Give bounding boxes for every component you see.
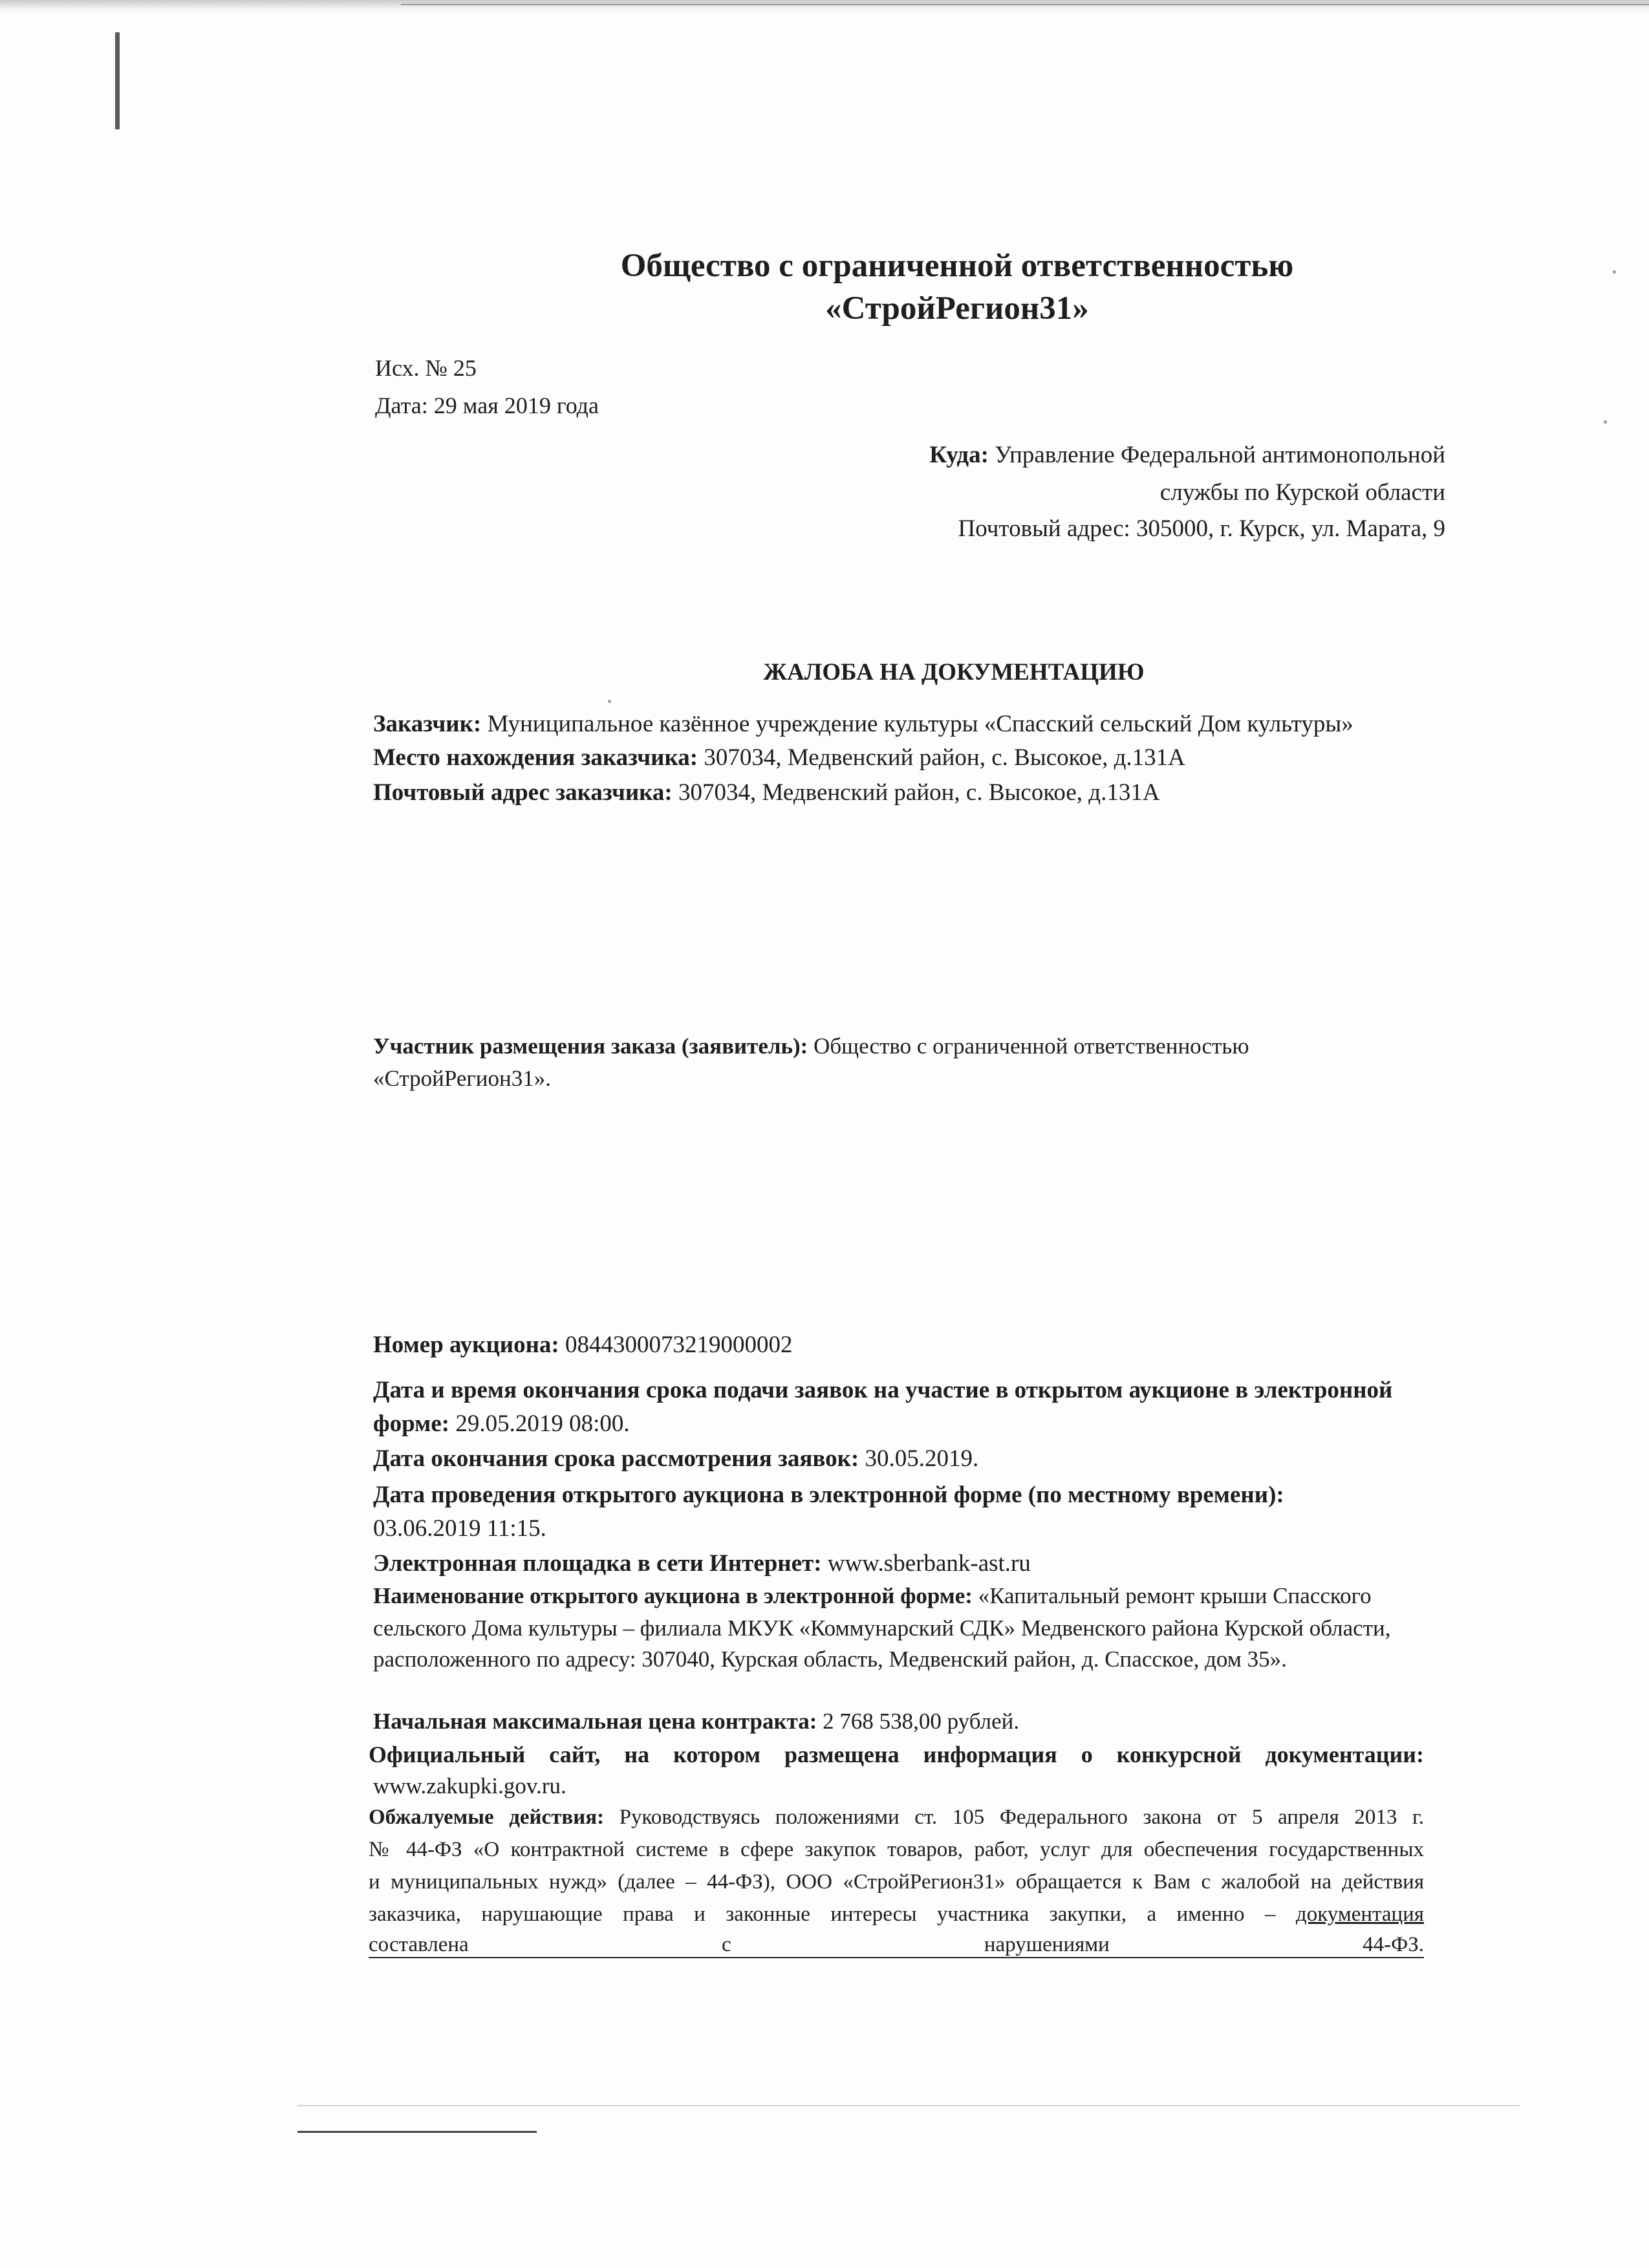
customer-postal-label: Почтовый адрес заказчика:	[373, 779, 673, 806]
appeal-text4: заказчика, нарушающие права и законные интересы участника закупки, а именно –	[369, 1903, 1276, 1926]
scan-dot	[1604, 420, 1607, 424]
customer-location-label: Место нахождения заказчика:	[373, 744, 698, 771]
recipient-label: Куда:	[929, 442, 989, 468]
auction-platform-label: Электронная площадка в сети Интернет:	[373, 1550, 822, 1577]
customer-postal	[373, 779, 1160, 806]
customer-name-label: Заказчик:	[373, 711, 482, 737]
appeal-line4	[369, 1903, 1424, 1927]
auction-platform-value: www.sberbank-ast.ru	[827, 1550, 1031, 1577]
auction-price-value: 2 768 538,00 рублей.	[823, 1709, 1020, 1734]
scan-line-top	[401, 4, 1649, 5]
recipient-postal: Почтовый адрес: 305000, г. Курск, ул. Марата, 9	[958, 515, 1445, 542]
auction-deadline-label2: форме:	[373, 1410, 450, 1437]
appeal-text4-underlined: документация	[1295, 1903, 1424, 1926]
recipient-line2: службы по Курской области	[1159, 479, 1445, 506]
document-title: ЖАЛОБА НА ДОКУМЕНТАЦИЮ	[763, 659, 1145, 686]
appeal-line2: № 44-ФЗ «О контрактной системе в сфере закупок товаров, работ, услуг для обеспечения государственных	[369, 1838, 1424, 1861]
auction-name-value1: «Капитальный ремонт крыши Спасского	[978, 1583, 1372, 1608]
scan-dot	[608, 700, 611, 703]
org-name-line2: «СтройРегион31»	[825, 290, 1089, 327]
appeal-line3: и муниципальных нужд» (далее – 44-ФЗ), ООО «СтройРегион31» обращается к Вам с жалобой на действия	[369, 1870, 1424, 1894]
appeal-last-word3: нарушениями	[984, 1933, 1110, 1956]
document-date: Дата: 29 мая 2019 года	[375, 393, 599, 418]
customer-location-value: 307034, Медвенский район, с. Высокое, д.131А	[704, 744, 1185, 771]
auction-number-label: Номер аукциона:	[373, 1332, 559, 1358]
auction-deadline	[373, 1410, 630, 1438]
auction-number	[373, 1331, 793, 1359]
appeal-last-word2: с	[721, 1933, 731, 1956]
auction-deadline-label: Дата и время окончания срока подачи заявок на участие в открытом аукционе в электронной	[373, 1377, 1393, 1403]
applicant-label: Участник размещения заказа (заявитель):	[373, 1033, 808, 1059]
appeal-label: Обжалуемые действия:	[369, 1806, 605, 1829]
customer-postal-value: 307034, Медвенский район, с. Высокое, д.131А	[678, 779, 1160, 806]
customer-location	[373, 744, 1185, 772]
appeal-last-word1: составлена	[369, 1933, 469, 1956]
outgoing-number: Исх. № 25	[375, 355, 477, 381]
scan-margin-mark	[115, 32, 120, 129]
auction-review-value: 30.05.2019.	[865, 1445, 979, 1472]
auction-holding-label: Дата проведения открытого аукциона в электронной форме (по местному времени):	[373, 1482, 1284, 1508]
appeal-text1: Руководствуясь положениями ст. 105 Федерального закона от 5 апреля 2013 г.	[619, 1806, 1425, 1829]
auction-site-label: Официальный сайт, на котором размещена информация о конкурсной документации:	[369, 1742, 1424, 1767]
auction-name-line1	[373, 1583, 1372, 1609]
auction-site-value: www.zakupki.gov.ru.	[373, 1773, 566, 1798]
auction-review	[373, 1445, 978, 1473]
appeal-line1	[369, 1806, 1424, 1830]
auction-holding-value: 03.06.2019 11:15.	[373, 1515, 546, 1542]
customer-name-value: Муниципальное казённое учреждение культуры «Спасский сельский Дом культуры»	[487, 711, 1353, 737]
auction-review-label: Дата окончания срока рассмотрения заявок:	[373, 1445, 859, 1472]
auction-name-line2: сельского Дома культуры – филиала МКУК «Коммунарский СДК» Медвенского района Курской области,	[373, 1615, 1391, 1641]
appeal-line5	[369, 1932, 1424, 1958]
scan-line-bottom-dark	[297, 2131, 537, 2133]
auction-price-label: Начальная максимальная цена контракта:	[373, 1709, 817, 1734]
applicant-line1	[373, 1033, 1249, 1059]
auction-name-label: Наименование открытого аукциона в электронной форме:	[373, 1583, 973, 1608]
customer-name	[373, 710, 1353, 738]
auction-platform	[373, 1550, 1031, 1577]
auction-name-line3: расположенного по адресу: 307040, Курская область, Медвенский район, д. Спасское, дом 35».	[373, 1647, 1287, 1672]
applicant-line2: «СтройРегион31».	[373, 1066, 551, 1091]
org-name-line1: Общество с ограниченной ответственностью	[620, 248, 1294, 284]
recipient-name: Управление Федеральной антимонопольной	[995, 442, 1445, 468]
applicant-value: Общество с ограниченной ответственностью	[814, 1033, 1249, 1059]
auction-deadline-value: 29.05.2019 08:00.	[455, 1410, 630, 1437]
scan-shadow-top	[0, 0, 1649, 14]
recipient-line1	[929, 441, 1445, 469]
scan-line-bottom	[297, 2105, 1520, 2106]
auction-price	[373, 1709, 1019, 1734]
appeal-last-word4: 44-ФЗ.	[1363, 1933, 1424, 1956]
auction-number-value: 0844300073219000002	[565, 1332, 793, 1358]
